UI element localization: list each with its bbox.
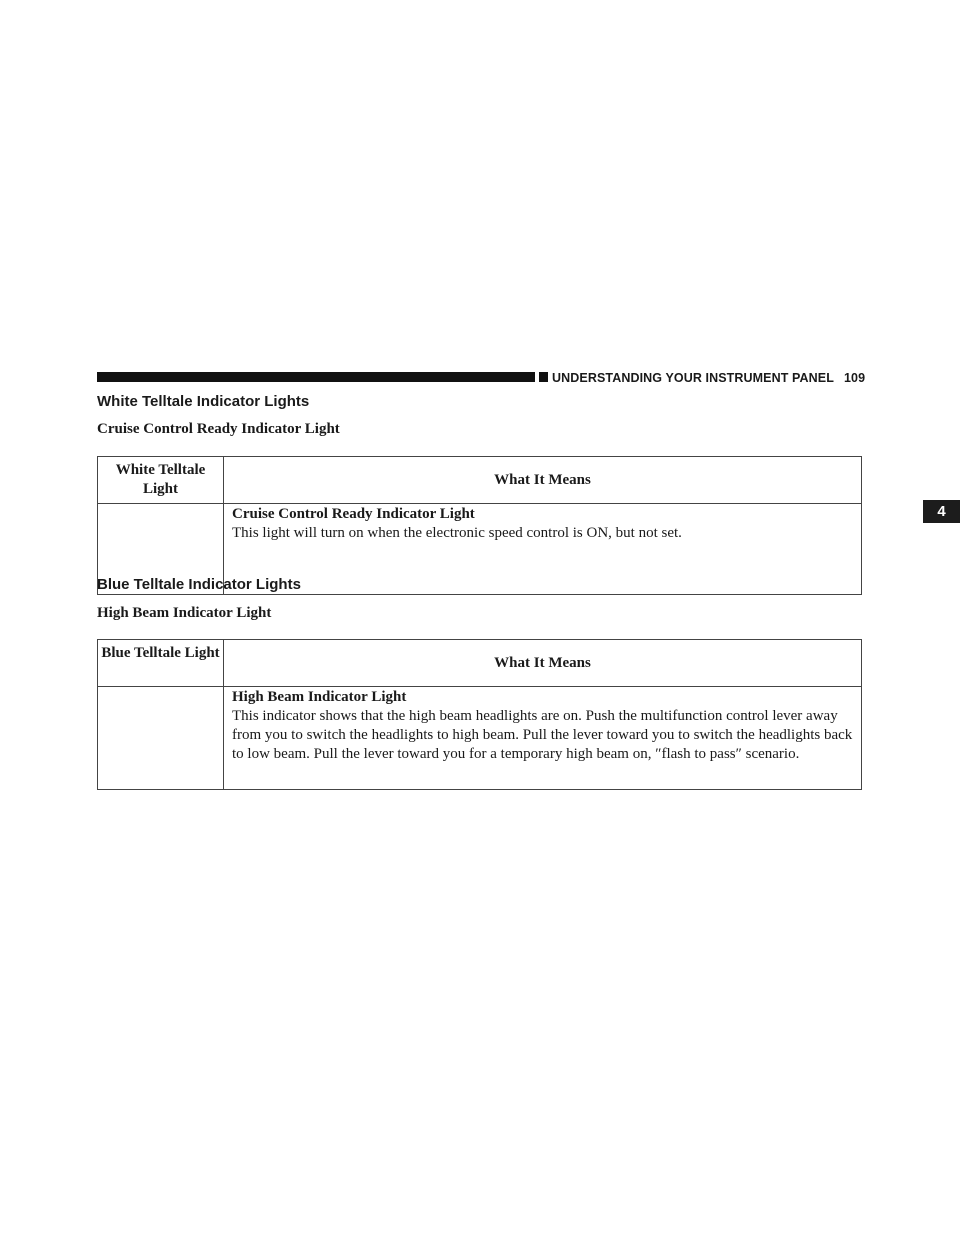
col-header-light: Blue Telltale Light xyxy=(98,640,224,687)
white-section-heading: White Telltale Indicator Lights xyxy=(97,393,310,410)
running-head-rule xyxy=(97,372,535,382)
white-section-subheading: Cruise Control Ready Indicator Light xyxy=(97,421,340,437)
blue-section-heading: Blue Telltale Indicator Lights xyxy=(97,576,301,593)
high-beam-icon-cell xyxy=(98,687,224,790)
row-body: This light will turn on when the electronic speed control is ON, but not set. xyxy=(232,525,682,541)
blue-section-subheading: High Beam Indicator Light xyxy=(97,605,272,621)
col-header-means: What It Means xyxy=(224,640,862,687)
table-row xyxy=(98,687,862,790)
row-title: Cruise Control Ready Indicator Light xyxy=(232,506,475,522)
col-header-means: What It Means xyxy=(224,457,862,504)
row-title: High Beam Indicator Light xyxy=(232,689,407,705)
blue-telltale-table xyxy=(97,639,862,790)
white-telltale-table xyxy=(97,456,862,595)
page-number: 109 xyxy=(843,371,866,385)
row-body: This indicator shows that the high beam headlights are on. Push the multifunction control lever away from you to switch the headlights to high beam. Pull the lever toward you to switch the headlights back to low beam. Pull the lever toward you for a temporary high beam on, ″flash to pass″ scenario. xyxy=(232,708,853,762)
col-header-light: White Telltale Light xyxy=(98,457,224,504)
description-cell xyxy=(224,504,862,595)
chapter-tab: 4 xyxy=(923,500,960,523)
running-head-title: UNDERSTANDING YOUR INSTRUMENT PANEL xyxy=(552,371,834,385)
running-head xyxy=(552,371,865,385)
running-head-rule-block xyxy=(539,372,548,382)
description-cell xyxy=(224,687,862,790)
table-header-row xyxy=(98,457,862,504)
table-header-row xyxy=(98,640,862,687)
